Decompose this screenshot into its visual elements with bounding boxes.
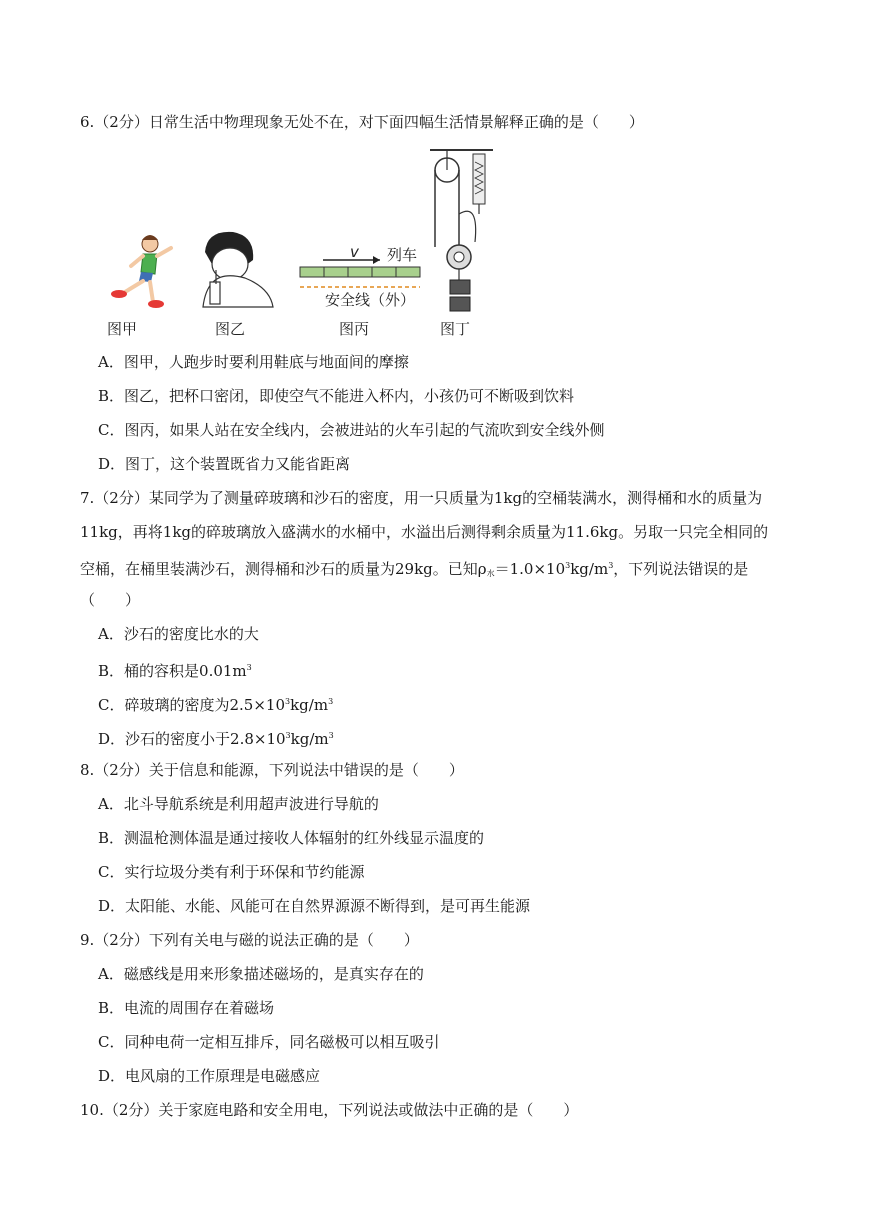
rho-water-subscript: 水 [486,569,495,578]
q6-figure [95,142,495,342]
q7-stem-line3 [80,556,748,584]
q6-option-d: D．图丁，这个装置既省力又能省距离 [98,455,351,473]
q6-option-a: A．图甲，人跑步时要利用鞋底与地面间的摩擦 [98,353,409,371]
q7-density-unit: kg/m [570,560,609,578]
q9-option-d: D．电风扇的工作原理是电磁感应 [98,1067,321,1085]
exponent: 3 [285,697,291,706]
q7-option-d [98,726,334,749]
caption-fig-jia: 图甲 [107,320,138,338]
q8-option-c: C．实行垃圾分类有利于环保和节约能源 [98,863,365,881]
q10-stem: 10.（2分）关于家庭电路和安全用电，下列说法或做法中正确的是（ ） [80,1101,579,1119]
caption-fig-yi: 图乙 [215,320,246,338]
q6-option-b: B．图乙，把杯口密闭，即使空气不能进入杯内，小孩仍可不断吸到饮料 [98,387,575,405]
caption-fig-bing: 图丙 [339,320,370,338]
q7-option-c-text: C．碎玻璃的密度为2.5×10 [98,696,285,714]
q7-option-b-text: B．桶的容积是0.01m [98,662,247,680]
q7-stem-text: 空桶，在桶里装满沙石，测得桶和沙石的质量为29kg。已知ρ [80,560,487,578]
q9-option-a: A．磁感线是用来形象描述磁场的，是真实存在的 [98,965,424,983]
exponent: 3 [246,663,252,672]
q7-option-c [98,692,333,715]
q7-stem-line2: 11kg，再将1kg的碎玻璃放入盛满水的水桶中，水溢出后测得剩余质量为11.6kg。另取一只完全相同的 [80,523,769,541]
q7-option-d-unit: kg/m [290,730,329,748]
q7-stem-line1: 7.（2分）某同学为了测量碎玻璃和沙石的密度，用一只质量为1kg的空桶装满水，测得桶和水的质量为 [80,489,763,507]
q7-option-b [98,658,252,681]
q9-option-c: C．同种电荷一定相互排斥，同名磁极可以相互吸引 [98,1033,440,1051]
q8-stem: 8.（2分）关于信息和能源，下列说法中错误的是（ ） [80,761,464,779]
pulley-system-illustration [430,150,493,311]
exponent: 3 [608,561,614,570]
running-boy-illustration [111,235,171,308]
q6-stem: 6.（2分）日常生活中物理现象无处不在，对下面四幅生活情景解释正确的是（ ） [80,113,644,131]
exponent: 3 [328,731,334,740]
q7-density-value: ＝1.0×10 [494,560,566,578]
exponent: 3 [565,561,571,570]
q7-option-a: A．沙石的密度比水的大 [98,625,259,643]
q7-stem-tail: ，下列说法错误的是 [613,560,749,578]
safety-line-label: 安全线（外） [325,291,416,309]
velocity-label: v [350,243,359,261]
q8-option-a: A．北斗导航系统是利用超声波进行导航的 [98,795,379,813]
q7-stem-line4: （ ） [80,591,141,609]
caption-fig-ding: 图丁 [440,320,471,338]
exponent: 3 [285,731,291,740]
q9-option-b: B．电流的周围存在着磁场 [98,999,275,1017]
q7-option-d-text: D．沙石的密度小于2.8×10 [98,730,286,748]
q8-option-b: B．测温枪测体温是通过接收人体辐射的红外线显示温度的 [98,829,485,847]
q7-option-c-unit: kg/m [290,696,329,714]
q6-option-c: C．图丙，如果人站在安全线内，会被进站的火车引起的气流吹到安全线外侧 [98,421,605,439]
child-drinking-illustration [203,232,273,307]
train-label: 列车 [387,246,418,264]
q9-stem: 9.（2分）下列有关电与磁的说法正确的是（ ） [80,931,419,949]
exponent: 3 [328,697,334,706]
q8-option-d: D．太阳能、水能、风能可在自然界源源不断得到，是可再生能源 [98,897,531,915]
